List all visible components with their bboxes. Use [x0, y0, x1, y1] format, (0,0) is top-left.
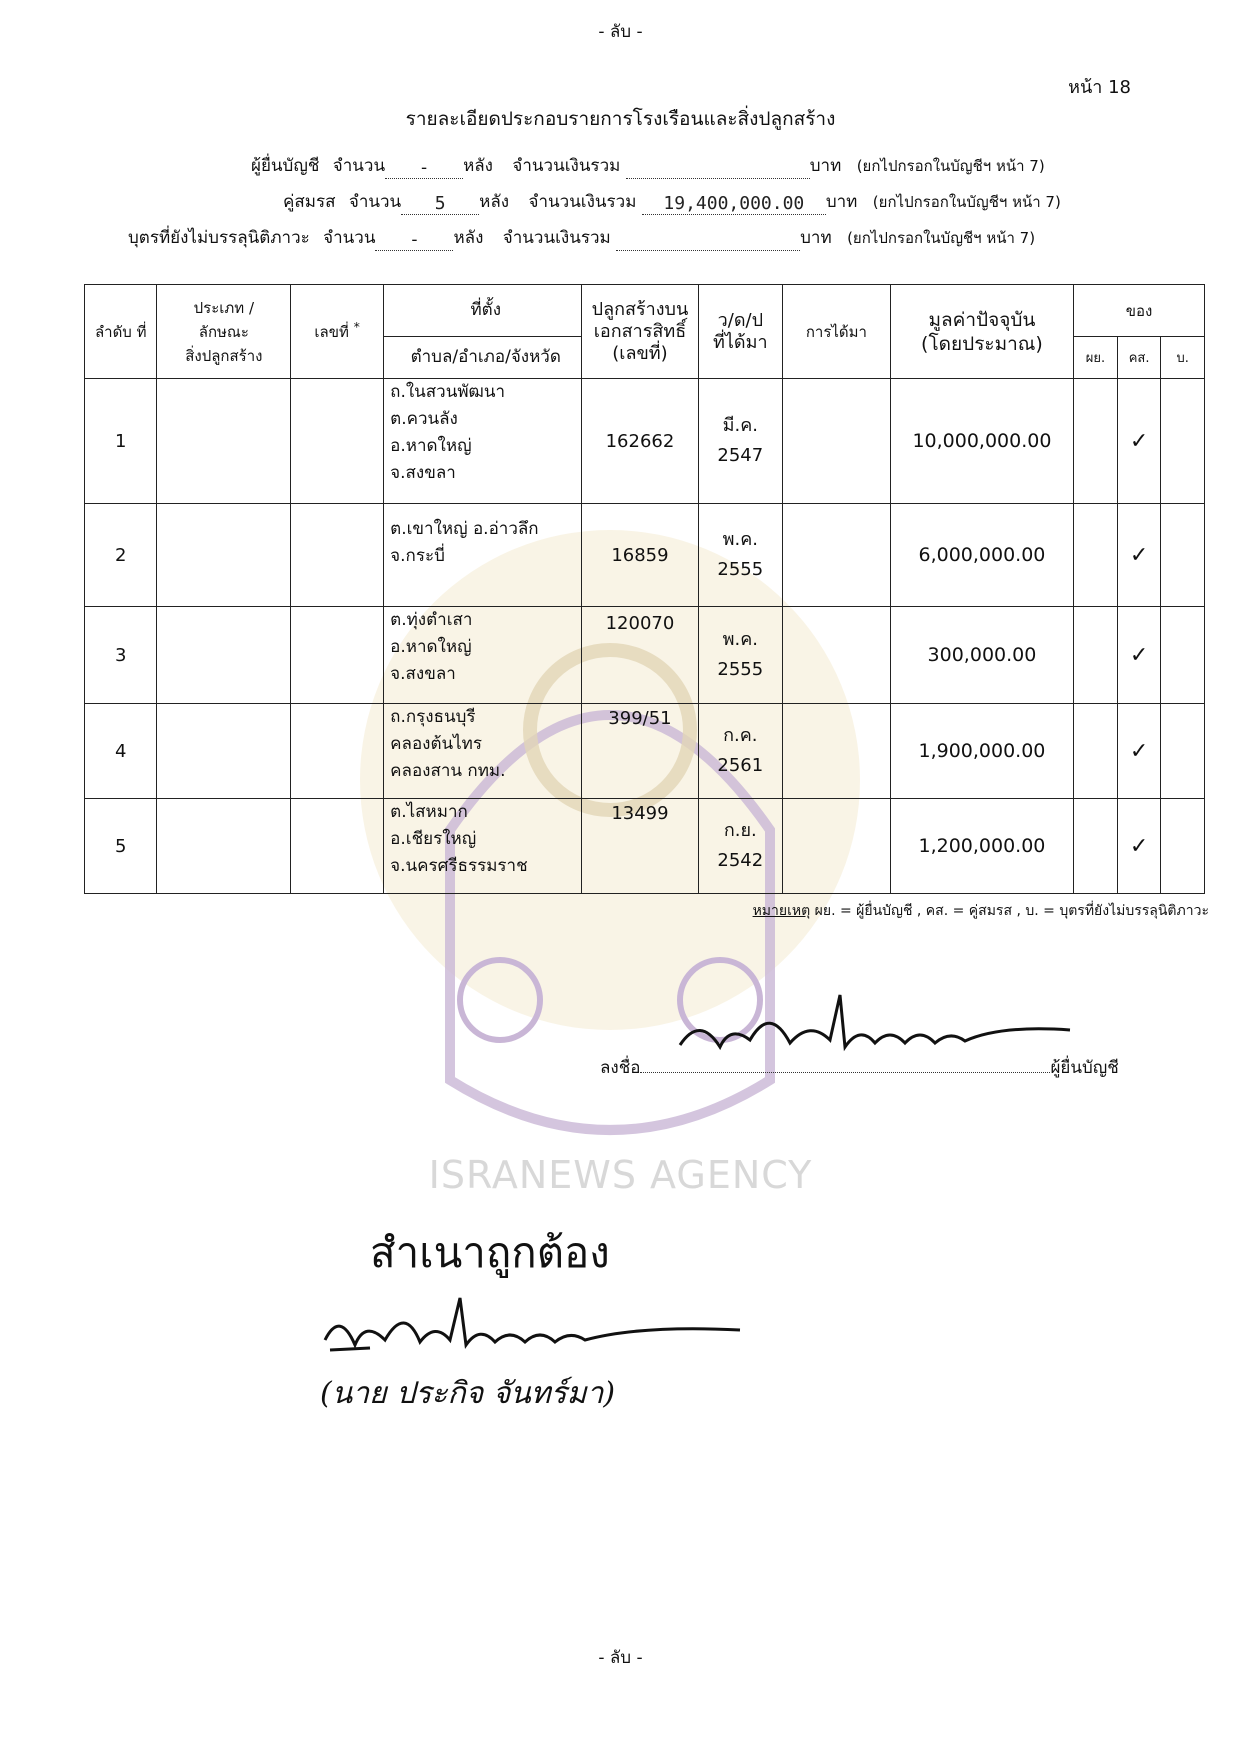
summary-unit: หลัง	[463, 156, 493, 176]
row-owner-spouse: ✓	[1117, 799, 1161, 894]
location-line: ต.ทุ่งตำเสา	[390, 610, 473, 630]
certifier-signature	[310, 1290, 750, 1380]
header-number-asterisk: *	[353, 319, 360, 334]
signature-role: ผู้ยื่นบัญชี	[1050, 1058, 1119, 1078]
table-note	[753, 900, 1209, 922]
row-number	[291, 704, 384, 799]
summary-count: -	[385, 158, 463, 179]
classification-bottom: - ลับ -	[598, 1648, 643, 1668]
location-line: คลองต้นไทร	[390, 734, 483, 754]
row-index: 5	[85, 799, 157, 894]
header-type-line3: สิ่งปลูกสร้าง	[185, 346, 263, 365]
row-deed: 399/51	[582, 704, 698, 799]
row-date	[698, 704, 782, 799]
summary-note: (ยกไปกรอกในบัญชีฯ หน้า 7)	[872, 193, 1061, 211]
header-deed-line1: ปลูกสร้างบน	[591, 298, 689, 320]
row-location	[384, 607, 582, 704]
row-owner-filer	[1074, 799, 1118, 894]
summary-count-label: จำนวน	[323, 228, 376, 248]
header-value-line2: (โดยประมาณ)	[921, 332, 1043, 355]
row-location	[384, 504, 582, 607]
location-line: อ.หาดใหญ่	[390, 436, 472, 456]
row-owner-child	[1161, 704, 1205, 799]
row-owner-filer	[1074, 704, 1118, 799]
row-value: 300,000.00	[890, 607, 1073, 704]
row-index: 1	[85, 379, 157, 504]
date-year: 2555	[717, 559, 764, 580]
row-deed: 120070	[582, 607, 698, 704]
row-value: 6,000,000.00	[890, 504, 1073, 607]
date-year: 2542	[717, 850, 764, 871]
summary-who: ผู้ยื่นบัญชี	[251, 156, 320, 176]
location-line: ต.ควนลัง	[390, 409, 458, 429]
header-owner-child: บ.	[1161, 337, 1205, 379]
row-number	[291, 504, 384, 607]
summary-count-label: จำนวน	[348, 192, 402, 212]
location-line: จ.นครศรีธรรมราช	[390, 856, 528, 876]
location-line: ถ.กรุงธนบุรี	[390, 707, 476, 727]
summary-count: -	[375, 230, 453, 251]
row-number	[291, 799, 384, 894]
summary-total-label: จำนวนเงินรวม	[528, 192, 637, 212]
row-type	[157, 504, 291, 607]
certifier-name: (นาย ประกิจ จันทร์มา)	[320, 1376, 616, 1411]
summary-count: 5	[401, 193, 479, 215]
location-line: คลองสาน กทม.	[390, 761, 506, 781]
agency-watermark-text: ISRANEWS AGENCY	[428, 1153, 813, 1197]
header-deed	[582, 285, 698, 379]
note-label: หมายเหตุ	[752, 903, 811, 919]
header-date-line1: ว/ด/ป	[717, 309, 763, 331]
header-type-line2: ลักษณะ	[198, 322, 249, 341]
header-date	[698, 285, 782, 379]
row-deed: 13499	[582, 799, 698, 894]
location-line: จ.กระบี่	[390, 546, 445, 566]
row-location	[384, 799, 582, 894]
location-line: ต.เขาใหญ่ อ.อ่าวลึก	[390, 519, 539, 539]
date-month: ก.ค.	[723, 725, 758, 746]
summary-total-label: จำนวนเงินรวม	[512, 156, 621, 176]
row-location	[384, 704, 582, 799]
location-line: ต.ไสหมาก	[390, 802, 468, 822]
row-index: 2	[85, 504, 157, 607]
summary-unit: หลัง	[453, 228, 484, 248]
row-date	[698, 379, 782, 504]
summary-currency: บาท	[809, 156, 842, 176]
row-value: 1,900,000.00	[890, 704, 1073, 799]
location-line: อ.หาดใหญ่	[390, 637, 472, 657]
row-value: 1,200,000.00	[890, 799, 1073, 894]
header-owner-filer: ผย.	[1074, 337, 1118, 379]
summary-total-label: จำนวนเงินรวม	[502, 228, 611, 248]
row-owner-child	[1161, 799, 1205, 894]
row-owner-filer	[1074, 607, 1118, 704]
header-index: ลำดับ ที่	[85, 285, 157, 379]
location-line: จ.สงขลา	[390, 664, 456, 684]
row-acquire	[783, 704, 891, 799]
row-type	[157, 704, 291, 799]
row-owner-filer	[1074, 379, 1118, 504]
table-row	[85, 704, 1205, 799]
table-row	[85, 504, 1205, 607]
header-number-label: เลขที่	[314, 323, 349, 341]
signature-label: ลงชื่อ	[600, 1058, 641, 1078]
summary-who: คู่สมรส	[283, 192, 336, 212]
date-year: 2561	[717, 755, 764, 776]
header-value-line1: มูลค่าปัจจุบัน	[928, 308, 1036, 331]
row-location	[384, 379, 582, 504]
header-owner: ของ	[1074, 285, 1205, 337]
row-owner-child	[1161, 504, 1205, 607]
summary-row-filer	[251, 152, 1045, 176]
row-number	[291, 607, 384, 704]
date-year: 2555	[717, 659, 764, 680]
header-number	[291, 285, 384, 379]
row-owner-child	[1161, 607, 1205, 704]
row-type	[157, 379, 291, 504]
signature-dots	[640, 1072, 1050, 1073]
row-owner-spouse: ✓	[1117, 379, 1161, 504]
table-row	[85, 607, 1205, 704]
summary-total: 19,400,000.00	[642, 193, 826, 215]
summary-note: (ยกไปกรอกในบัญชีฯ หน้า 7)	[856, 157, 1045, 175]
summary-currency: บาท	[825, 192, 858, 212]
row-index: 3	[85, 607, 157, 704]
header-deed-line3: (เลขที่)	[612, 342, 668, 364]
row-owner-child	[1161, 379, 1205, 504]
date-month: ก.ย.	[723, 820, 757, 841]
header-location: ที่ตั้ง	[384, 285, 582, 337]
certified-copy-text: สำเนาถูกต้อง	[370, 1228, 610, 1277]
header-type	[157, 285, 291, 379]
document-title: รายละเอียดประกอบรายการโรงเรือนและสิ่งปลูกสร้าง	[405, 108, 836, 130]
location-line: จ.สงขลา	[390, 463, 456, 483]
table-row	[85, 379, 1205, 504]
row-deed: 162662	[582, 379, 698, 504]
summary-row-spouse	[283, 188, 1061, 212]
header-date-line2: ที่ได้มา	[713, 331, 768, 353]
date-month: พ.ค.	[722, 629, 758, 650]
header-type-line1: ประเภท /	[193, 298, 255, 317]
row-value: 10,000,000.00	[890, 379, 1073, 504]
row-owner-spouse: ✓	[1117, 704, 1161, 799]
row-acquire	[783, 799, 891, 894]
header-owner-spouse: คส.	[1117, 337, 1161, 379]
row-owner-filer	[1074, 504, 1118, 607]
row-acquire	[783, 504, 891, 607]
summary-count-label: จำนวน	[332, 156, 386, 176]
summary-unit: หลัง	[479, 192, 510, 212]
header-value	[890, 285, 1073, 379]
summary-total	[616, 250, 800, 251]
table-row	[85, 799, 1205, 894]
header-location-sub: ตำบล/อำเภอ/จังหวัด	[384, 337, 582, 379]
row-owner-spouse: ✓	[1117, 607, 1161, 704]
row-owner-spouse: ✓	[1117, 504, 1161, 607]
page-number: หน้า 18	[1068, 77, 1131, 98]
row-date	[698, 799, 782, 894]
signature-line	[600, 1054, 1119, 1081]
location-line: อ.เชียรใหญ่	[390, 829, 477, 849]
summary-who: บุตรที่ยังไม่บรรลุนิติภาวะ	[128, 228, 310, 248]
row-acquire	[783, 379, 891, 504]
classification-top: - ลับ -	[598, 22, 643, 42]
row-type	[157, 607, 291, 704]
row-acquire	[783, 607, 891, 704]
header-deed-line2: เอกสารสิทธิ์	[593, 320, 687, 342]
date-year: 2547	[717, 445, 764, 466]
buildings-table	[84, 284, 1205, 894]
date-month: มี.ค.	[722, 415, 758, 436]
date-month: พ.ค.	[722, 529, 758, 550]
header-acquire: การได้มา	[783, 285, 891, 379]
row-number	[291, 379, 384, 504]
summary-row-child	[128, 224, 1035, 248]
summary-note: (ยกไปกรอกในบัญชีฯ หน้า 7)	[847, 229, 1036, 247]
note-text: ผย. = ผู้ยื่นบัญชี , คส. = คู่สมรส , บ. = บุตรที่ยังไม่บรรลุนิติภาวะ	[814, 903, 1209, 919]
row-deed: 16859	[582, 504, 698, 607]
summary-currency: บาท	[800, 228, 832, 248]
row-date	[698, 504, 782, 607]
row-index: 4	[85, 704, 157, 799]
summary-total	[626, 178, 810, 179]
row-date	[698, 607, 782, 704]
row-type	[157, 799, 291, 894]
location-line: ถ.ในสวนพัฒนา	[390, 382, 506, 402]
